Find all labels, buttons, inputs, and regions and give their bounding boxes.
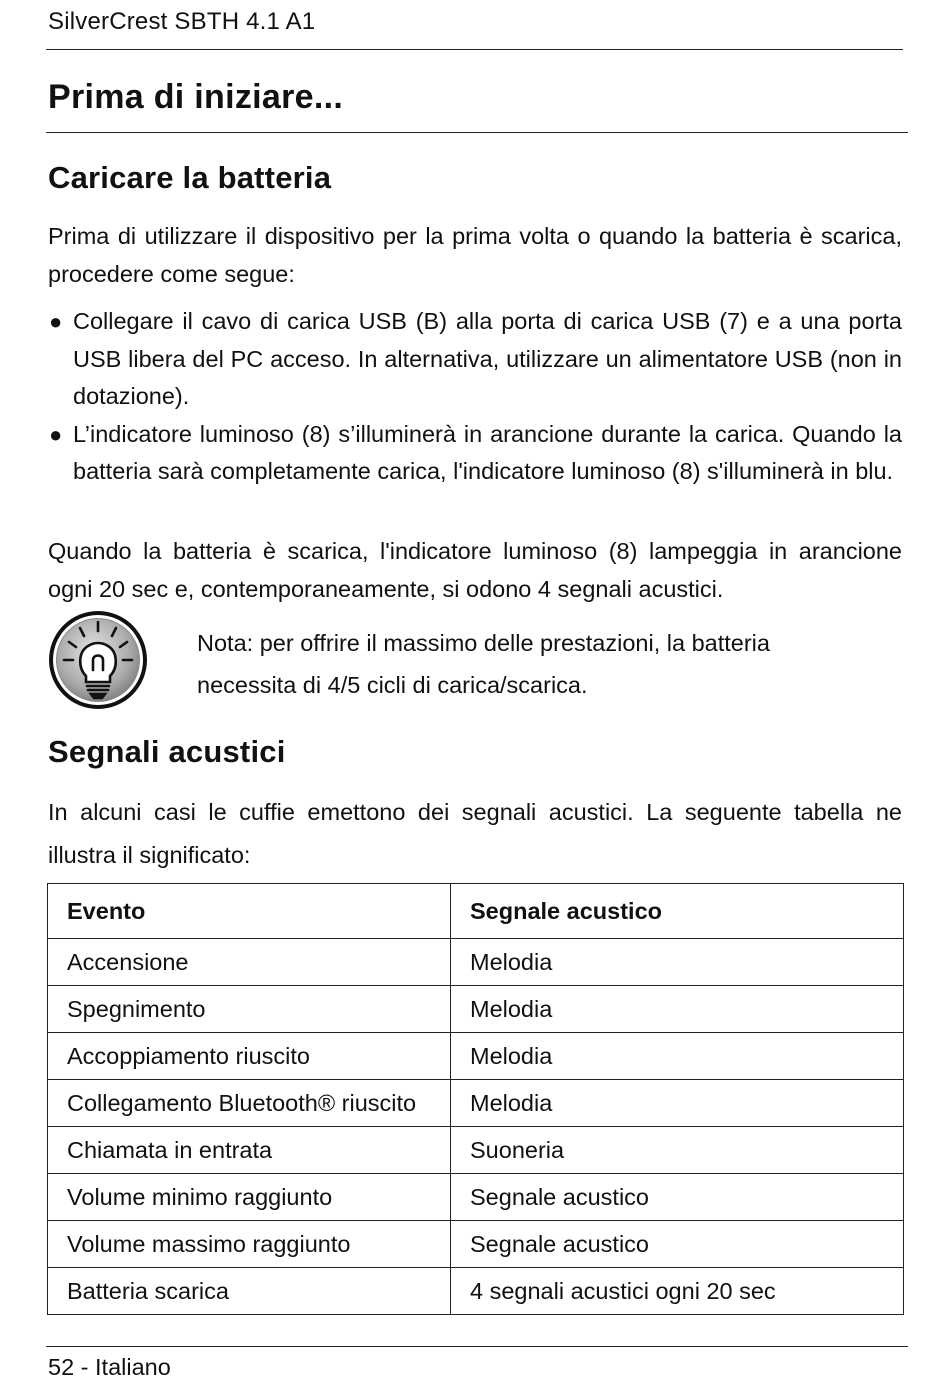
event-cell: Spegnimento [48,986,451,1033]
bullet-icon: ● [49,421,63,447]
signal-cell: Melodia [451,1080,904,1127]
table-row [48,1033,904,1080]
table-row [48,1080,904,1127]
event-cell: Accoppiamento riuscito [48,1033,451,1080]
note-text: Nota: per offrire il massimo delle prestazioni, la batteria necessita di 4/5 cicli di carica/scarica. [197,630,770,698]
page-title: Prima di iniziare... [48,78,344,116]
battery-steps-list [48,303,902,491]
section-heading-signals: Segnali acustici [48,734,286,769]
signal-cell: Melodia [451,939,904,986]
column-header-signal: Segnale acustico [451,884,904,939]
table-row [48,939,904,986]
battery-intro: Prima di utilizzare il dispositivo per la prima volta o quando la batteria è scarica, procedere come segue: [48,223,902,287]
table-row [48,1127,904,1174]
event-cell: Accensione [48,939,451,986]
table-header-row [48,884,904,939]
lightbulb-icon [48,608,152,712]
signal-cell: Segnale acustico [451,1174,904,1221]
list-item-text: L’indicatore luminoso (8) s’illuminerà in arancione durante la carica. Quando la batteria sarà completamente carica, l'indicatore luminoso (8) s'illuminerà in blu. [73,420,902,484]
signals-intro: In alcuni casi le cuffie emettono dei segnali acustici. La seguente tabella ne illustra il significato: [48,799,902,868]
event-cell: Volume massimo raggiunto [48,1221,451,1268]
section-heading-battery: Caricare la batteria [48,160,332,195]
event-cell: Chiamata in entrata [48,1127,451,1174]
table-row [48,1268,904,1315]
bullet-icon: ● [49,309,63,334]
signal-cell: Suoneria [451,1127,904,1174]
list-item [48,416,902,491]
header-divider [46,49,903,50]
column-header-event: Evento [48,884,451,939]
list-item [48,303,902,416]
page-number: 52 - Italiano [48,1354,171,1380]
footer-divider [46,1346,908,1347]
event-cell: Collegamento Bluetooth® riuscito [48,1080,451,1127]
table-row [48,986,904,1033]
low-battery-paragraph: Quando la batteria è scarica, l'indicatore luminoso (8) lampeggia in arancione ogni 20 sec e, contemporaneamente, si odono 4 segnali acustici. [48,538,902,602]
signal-cell: Segnale acustico [451,1221,904,1268]
table-row [48,1174,904,1221]
signal-cell: 4 segnali acustici ogni 20 sec [451,1268,904,1315]
signal-cell: Melodia [451,986,904,1033]
signal-cell: Melodia [451,1033,904,1080]
event-cell: Batteria scarica [48,1268,451,1315]
table-row [48,1221,904,1268]
title-divider [46,132,908,133]
list-item-text: Collegare il cavo di carica USB (B) alla porta di carica USB (7) e a una porta USB libera del PC acceso. In alternativa, utilizzare un alimentatore USB (non in dotazione). [73,308,902,409]
running-header: SilverCrest SBTH 4.1 A1 [48,8,316,35]
signals-table [47,883,904,1315]
event-cell: Volume minimo raggiunto [48,1174,451,1221]
